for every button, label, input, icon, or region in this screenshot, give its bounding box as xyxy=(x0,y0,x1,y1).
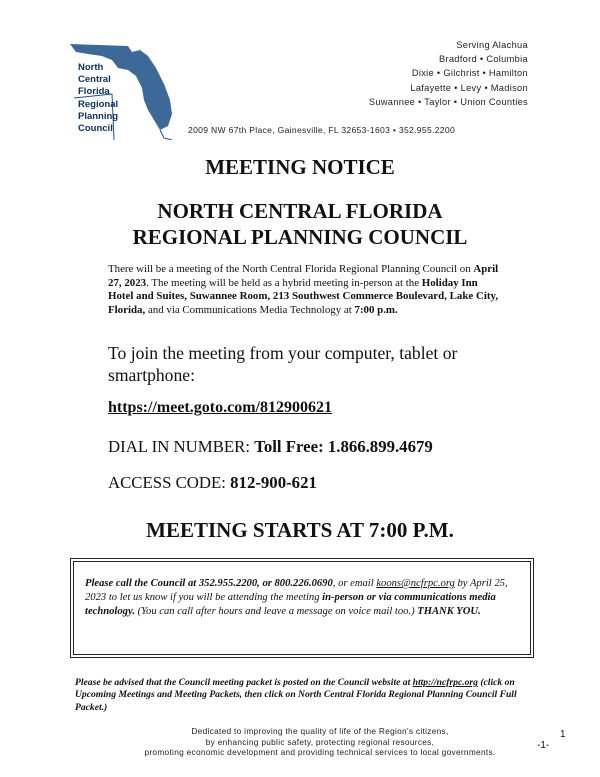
logo-line: North xyxy=(78,62,104,73)
county-line: Dixie • Gilchrist • Hamilton xyxy=(411,68,528,79)
org-title xyxy=(0,198,600,250)
dial-in-number xyxy=(108,437,433,457)
logo-line: Regional xyxy=(78,98,119,110)
intro-paragraph xyxy=(108,263,500,317)
intro-text: and via Communications Media Technology at xyxy=(145,303,355,316)
page-number-bottom: -1- xyxy=(537,740,550,751)
meeting-link[interactable]: https://meet.goto.com/812900621 xyxy=(108,399,332,416)
notice-text: , or email xyxy=(332,578,377,589)
org-logo-text xyxy=(78,62,118,135)
thank-you-text: THANK YOU. xyxy=(417,606,481,618)
counties-served xyxy=(369,38,528,109)
org-title-line: REGIONAL PLANNING COUNCIL xyxy=(132,225,468,249)
meeting-start-banner: MEETING STARTS AT 7:00 P.M. xyxy=(146,518,454,542)
letterhead-address: 2009 NW 67th Place, Gainesville, FL 32653-1603 • 352.955.2200 xyxy=(188,125,456,135)
intro-text: . The meeting will be held as a hybrid meeting in-person at the xyxy=(146,276,422,289)
page-number-top: 1 xyxy=(560,729,566,740)
notice-text: by April 25, 2023 to let us know if you will be attending the meeting xyxy=(85,578,508,604)
footer-line: by enhancing public safety, protecting regional resources, xyxy=(205,736,435,747)
dial-label: DIAL IN NUMBER: xyxy=(108,437,255,456)
advisory-text: Please be advised that the Council meeting packet is posted on the Council website at xyxy=(75,677,413,688)
email-link[interactable]: koons@ncfrpc.org xyxy=(376,578,455,589)
join-instructions: To join the meeting from your computer, tablet or smartphone: xyxy=(108,343,458,385)
notice-box-text xyxy=(85,577,525,620)
access-value: 812-900-621 xyxy=(230,473,317,492)
attendance-mode-text: in-person or via communications media technology. xyxy=(85,592,496,618)
advisory-text: (click on Upcoming Meetings and Meeting Packets, then click on North Central Florida Regional Planning Council Full Packet.) xyxy=(75,677,517,713)
footer-line: promoting economic development and providing technical services to local governments. xyxy=(144,747,496,757)
access-code xyxy=(108,473,317,493)
website-link[interactable]: http://ncfrpc.org xyxy=(412,677,478,688)
logo-line: Council xyxy=(78,123,113,135)
call-council-text: Please call the Council at 352.955.2200, or 800.226.0690 xyxy=(85,578,333,589)
intro-text: There will be a meeting of the North Central Florida Regional Planning Council on xyxy=(108,263,474,275)
logo-line: Florida xyxy=(78,86,110,98)
county-line: Lafayette • Levy • Madison xyxy=(410,82,528,93)
county-line: Serving Alachua xyxy=(456,40,528,50)
meeting-date: April 27, 2023 xyxy=(108,263,499,289)
meeting-time: 7:00 p.m. xyxy=(354,303,398,316)
logo-line: Planning xyxy=(78,110,119,122)
county-line: Suwannee • Taylor • Union Counties xyxy=(368,96,528,107)
county-line: Bradford • Columbia xyxy=(438,54,528,65)
notice-text: (You can call after hours and leave a message on voice mail too.) xyxy=(134,606,418,618)
org-title-line: NORTH CENTRAL FLORIDA xyxy=(157,199,443,223)
packet-advisory xyxy=(75,677,530,714)
logo-line: Central xyxy=(78,74,111,86)
footer-line: Dedicated to improving the quality of life of the Region's citizens, xyxy=(191,726,449,736)
footer-mission xyxy=(60,726,580,758)
meeting-notice-title: MEETING NOTICE xyxy=(205,155,395,179)
meeting-location: Holiday Inn Hotel and Suites, Suwannee Room, 213 Southwest Commerce Boulevard, Lake City, Florida, xyxy=(108,276,499,316)
access-label: ACCESS CODE: xyxy=(108,473,231,492)
dial-value: Toll Free: 1.866.899.4679 xyxy=(254,437,433,456)
